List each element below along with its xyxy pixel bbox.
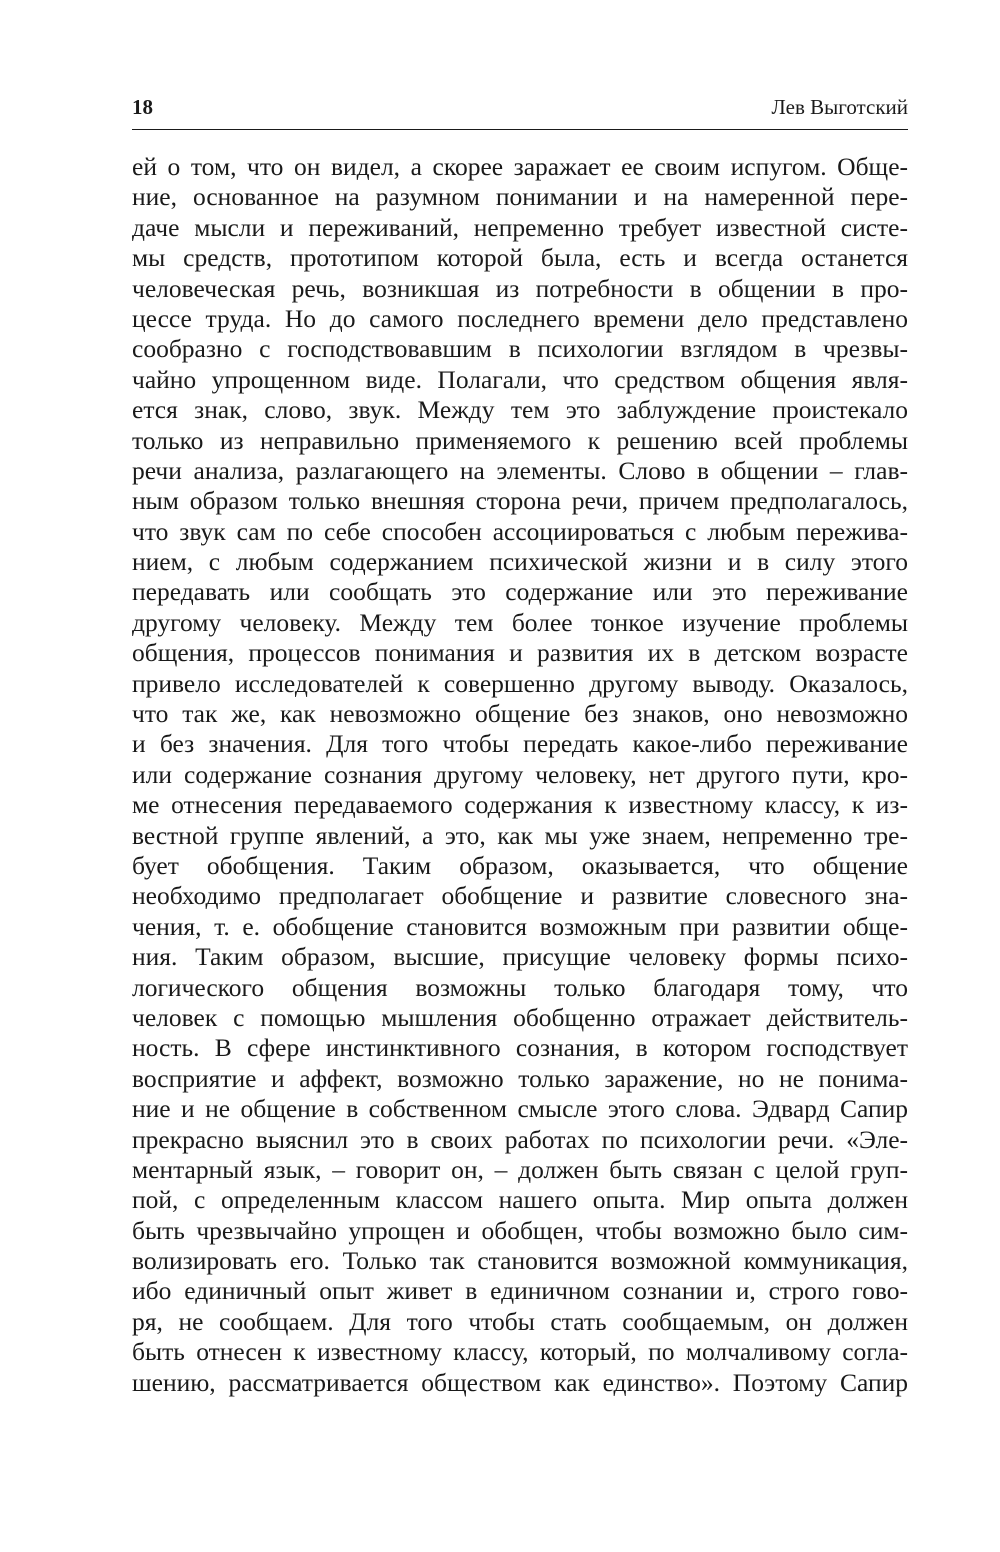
text-line: что так же, как невозможно общение без знаков, оно невозможно (132, 699, 908, 729)
text-line: быть отнесен к известному классу, который, по молчаливому согла- (132, 1337, 908, 1367)
text-line: передавать или сообщать это содержание или это переживание (132, 577, 908, 607)
text-line: ность. В сфере инстинктивного сознания, в котором господствует (132, 1033, 908, 1063)
text-line: только из неправильно применяемого к решению всей проблемы (132, 425, 908, 455)
text-line: бует обобщения. Таким образом, оказывается, что общение (132, 850, 908, 880)
text-line: мы средств, прототипом которой была, есть и всегда останется (132, 243, 908, 273)
text-line: восприятие и аффект, возможно только заражение, но не понима- (132, 1063, 908, 1093)
text-line: ния. Таким образом, высшие, присущие человеку формы психо- (132, 942, 908, 972)
text-line: ме отнесения передаваемого содержания к известному классу, к из- (132, 790, 908, 820)
text-line: речи анализа, разлагающего на элементы. Слово в общении – глав- (132, 455, 908, 485)
text-line: ние, основанное на разумном понимании и на намеренной пере- (132, 182, 908, 212)
text-line: даче мысли и переживаний, непременно требует известной систе- (132, 212, 908, 242)
running-head (132, 94, 908, 120)
text-line: шению, рассматривается обществом как единство». Поэтому Сапир (132, 1367, 908, 1397)
body-text (132, 152, 908, 1398)
text-line: сообразно с господствовавшим в психологии взглядом в чрезвы- (132, 334, 908, 364)
book-page (132, 0, 908, 1552)
text-line: пой, с определенным классом нашего опыта. Мир опыта должен (132, 1185, 908, 1215)
text-line: привело исследователей к совершенно другому выводу. Оказалось, (132, 668, 908, 698)
text-line: что звук сам по себе способен ассоциироваться с любым пережива- (132, 516, 908, 546)
text-line: общения, процессов понимания и развития их в детском возрасте (132, 638, 908, 668)
text-line: или содержание сознания другому человеку, нет другого пути, кро- (132, 759, 908, 789)
text-line: ей о том, что он видел, а скорее заражает ее своим испугом. Обще- (132, 152, 908, 181)
text-line: и без значения. Для того чтобы передать какое-либо переживание (132, 729, 908, 759)
text-line: ря, не сообщаем. Для того чтобы стать сообщаемым, он должен (132, 1306, 908, 1336)
text-line: ментарный язык, – говорит он, – должен быть связан с целой груп- (132, 1154, 908, 1184)
text-line: вестной группе явлений, а это, как мы уже знаем, непременно тре- (132, 820, 908, 850)
text-line: чения, т. е. обобщение становится возможным при развитии обще- (132, 911, 908, 941)
text-line: прекрасно выяснил это в своих работах по психологии речи. «Эле- (132, 1124, 908, 1154)
text-line: волизировать его. Только так становится возможной коммуникация, (132, 1246, 908, 1276)
text-line: ние и не общение в собственном смысле этого слова. Эдвард Сапир (132, 1094, 908, 1124)
text-line: необходимо предполагает обобщение и развитие словесного зна- (132, 881, 908, 911)
text-line: цессе труда. Но до самого последнего времени дело представлено (132, 303, 908, 333)
page-number: 18 (132, 95, 153, 119)
text-line: ным образом только внешняя сторона речи, причем предполагалось, (132, 486, 908, 516)
text-line: ется знак, слово, звук. Между тем это заблуждение проистекало (132, 395, 908, 425)
text-line: человек с помощью мышления обобщенно отражает действитель- (132, 1002, 908, 1032)
text-line: нием, с любым содержанием психической жизни и в силу этого (132, 547, 908, 577)
text-line: другому человеку. Между тем более тонкое изучение проблемы (132, 607, 908, 637)
text-line: человеческая речь, возникшая из потребности в общении в про- (132, 273, 908, 303)
text-line: быть чрезвычайно упрощен и обобщен, чтобы возможно было сим- (132, 1215, 908, 1245)
running-title: Лев Выготский (771, 95, 908, 119)
text-line: логического общения возможны только благодаря тому, что (132, 972, 908, 1002)
header-rule (132, 129, 908, 130)
text-line: чайно упрощенном виде. Полагали, что средством общения явля- (132, 364, 908, 394)
text-line: ибо единичный опыт живет в единичном сознании и, строго гово- (132, 1276, 908, 1306)
